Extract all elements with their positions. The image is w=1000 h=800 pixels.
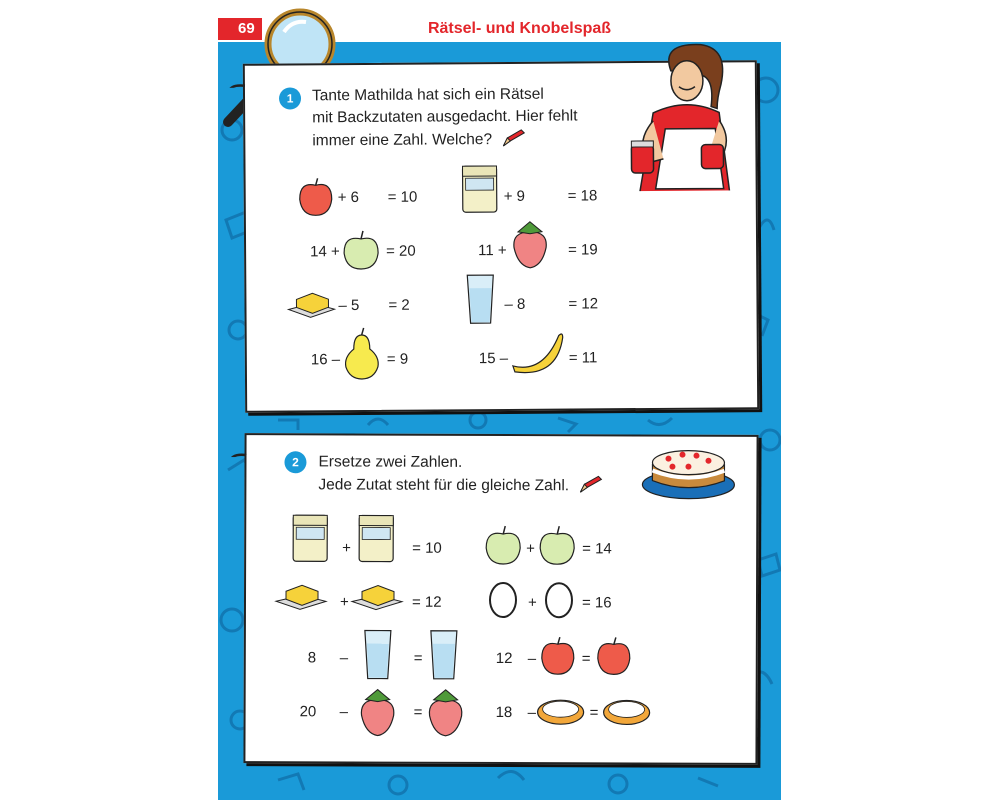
- equation-result: = 9: [386, 350, 409, 368]
- page-number: 69: [218, 18, 262, 40]
- spiral-binding: [223, 66, 251, 88]
- equation-result: = 18: [567, 187, 598, 205]
- equation-left: 16 –: [310, 351, 341, 369]
- red-apple-icon: [596, 636, 632, 676]
- flour-bag-icon: [459, 162, 499, 214]
- equation-op: +: [526, 540, 535, 558]
- equation-op: – 5: [338, 296, 360, 315]
- strawberry-icon: [358, 686, 398, 738]
- equation-prefix: 12: [495, 649, 513, 668]
- equation-result: =: [581, 650, 591, 668]
- equation-result: = 20: [386, 242, 416, 260]
- banana-icon: [509, 326, 565, 376]
- equation-result: = 16: [581, 594, 612, 612]
- equation-op: –: [339, 703, 348, 721]
- green-apple-icon: [484, 524, 522, 566]
- equation-op: –: [527, 704, 536, 722]
- butter-icon: [274, 581, 328, 613]
- equation-result: =: [589, 704, 599, 722]
- flour-bag-icon: [290, 511, 330, 563]
- task-number-2: 2: [284, 451, 306, 473]
- sugar-bowl-icon: [536, 696, 586, 728]
- pear-icon: [343, 327, 381, 381]
- workbook-page: [218, 0, 781, 800]
- equation-result: =: [413, 649, 423, 667]
- equation-result: = 10: [387, 188, 418, 206]
- equation-op: – 8: [504, 295, 526, 313]
- instruction-line: Tante Mathilda hat sich ein Rätsel: [311, 85, 544, 105]
- instruction-line: mit Backzutaten ausgedacht. Hier fehlt: [312, 107, 578, 127]
- equation-op: + 6: [337, 188, 360, 207]
- milk-glass-icon: [362, 628, 394, 682]
- pencil-icon: [500, 128, 526, 148]
- page-title: Rätsel- und Knobelspaß: [427, 20, 612, 37]
- task-card-2: [243, 433, 758, 765]
- equation-op: +: [342, 539, 351, 557]
- task-2-instruction: [318, 451, 603, 497]
- equation-result: = 10: [412, 539, 442, 557]
- equation-prefix: 18: [495, 703, 513, 722]
- strawberry-icon: [510, 218, 550, 270]
- egg-icon: [486, 580, 520, 620]
- milk-glass-icon: [428, 628, 460, 682]
- egg-icon: [542, 580, 576, 620]
- equation-result: = 2: [388, 296, 410, 314]
- equation-result: = 11: [568, 349, 598, 367]
- butter-icon: [350, 581, 404, 613]
- equation-result: = 12: [568, 295, 599, 313]
- task-1-instruction: [312, 83, 578, 152]
- pencil-icon: [577, 474, 603, 494]
- task-number-1: 1: [279, 87, 301, 109]
- green-apple-icon: [342, 229, 380, 271]
- sugar-bowl-icon: [602, 696, 652, 728]
- green-apple-icon: [538, 524, 576, 566]
- equation-op: +: [339, 593, 349, 611]
- equation-prefix: 20: [299, 703, 317, 721]
- red-apple-icon: [540, 636, 576, 676]
- equation-left: 14 +: [310, 243, 340, 261]
- equation-result: = 14: [582, 540, 612, 558]
- equation-left: 15 –: [478, 349, 509, 368]
- spiral-binding: [224, 435, 252, 457]
- flour-bag-icon: [356, 511, 396, 563]
- butter-icon: [286, 289, 336, 319]
- equation-prefix: 8: [307, 649, 317, 667]
- aunt-mathilda-illustration: [623, 40, 754, 191]
- equation-result: = 12: [411, 593, 442, 611]
- equation-result: =: [413, 703, 423, 721]
- equation-left: 11 +: [478, 241, 507, 260]
- equation-op: –: [527, 650, 537, 668]
- red-apple-icon: [298, 177, 334, 217]
- strawberry-icon: [426, 686, 466, 738]
- equation-result: = 19: [568, 241, 598, 259]
- milk-glass-icon: [464, 272, 496, 326]
- instruction-line: Ersetze zwei Zahlen.: [318, 453, 463, 471]
- equation-op: +: [527, 594, 537, 612]
- cake-icon: [638, 436, 738, 502]
- instruction-line: immer eine Zahl. Welche?: [312, 131, 493, 150]
- instruction-line: Jede Zutat steht für die gleiche Zahl.: [318, 476, 570, 495]
- task-card-1: [243, 60, 759, 413]
- equation-op: + 9: [503, 187, 526, 205]
- equation-op: –: [339, 649, 349, 667]
